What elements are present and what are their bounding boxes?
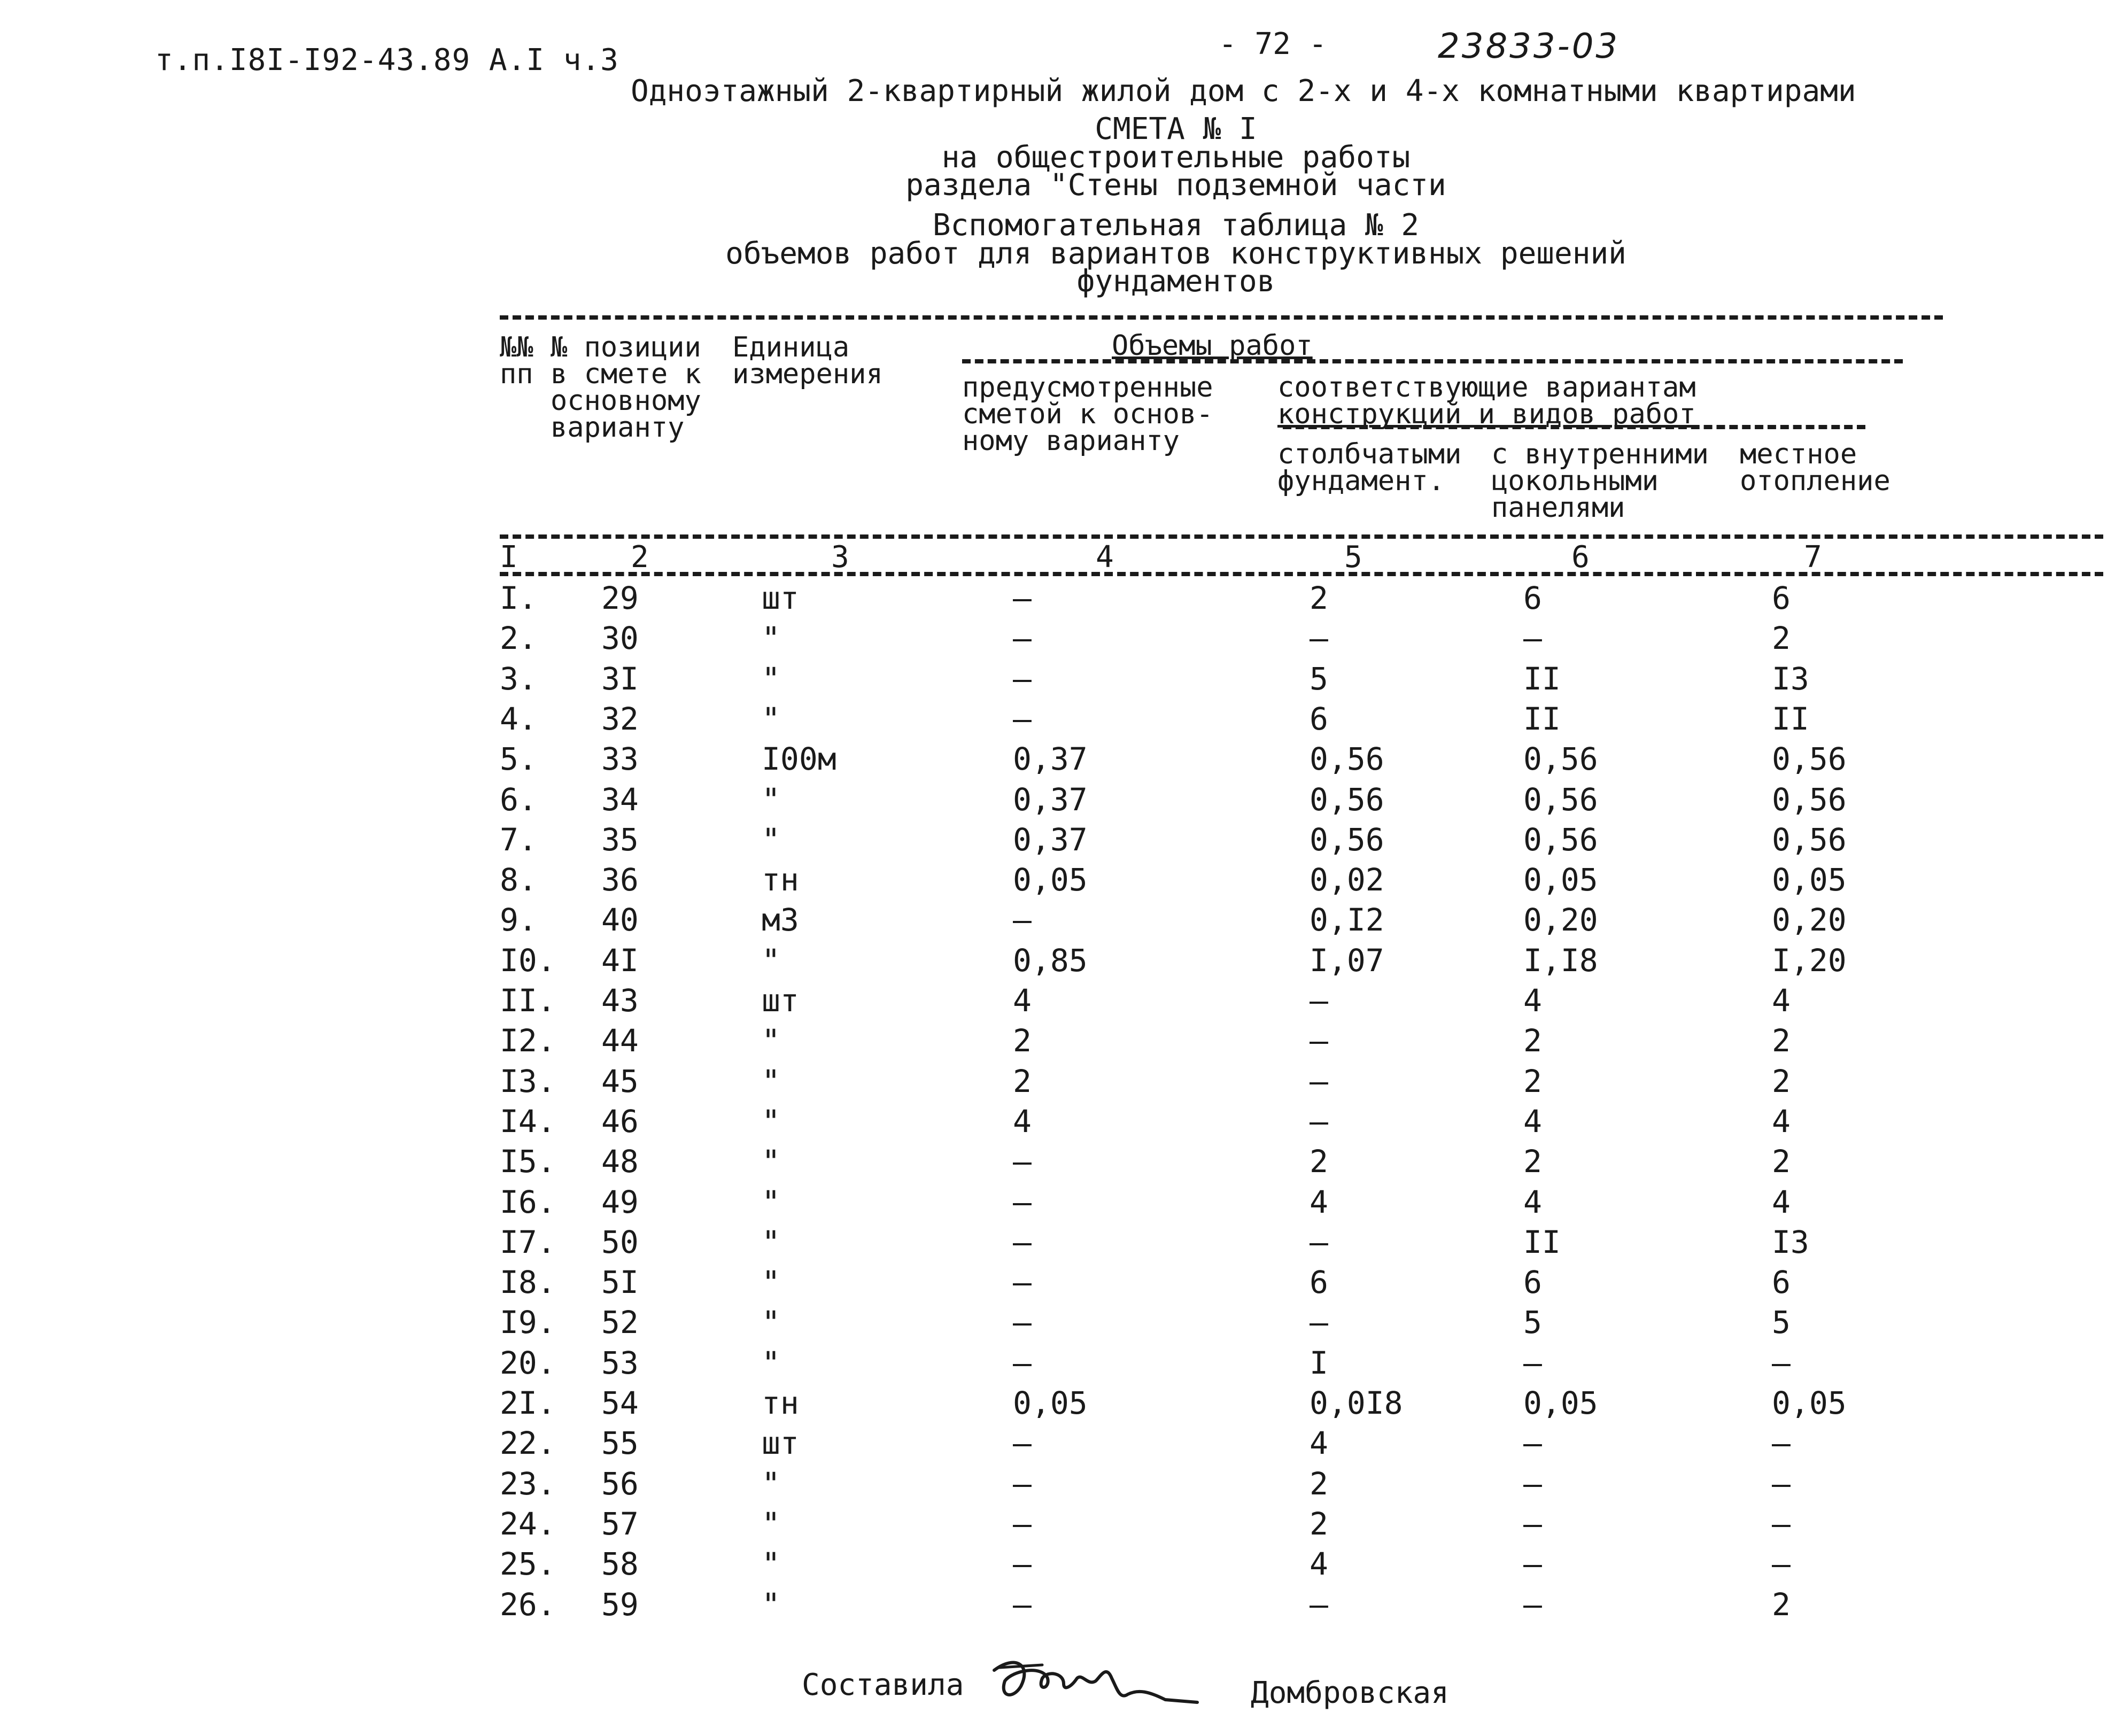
table-row	[0, 1304, 2115, 1345]
header-row-number: №№ пп	[500, 331, 533, 390]
cell-position: 36	[601, 862, 639, 898]
cell-unit: "	[762, 660, 780, 697]
header-unit: Единица измерения	[732, 331, 883, 390]
cell-base-variant: –	[1013, 1304, 1032, 1341]
cell-position: 46	[601, 1103, 639, 1140]
cell-position: 50	[601, 1223, 639, 1260]
cell-unit: "	[762, 1465, 780, 1502]
cell-inner-panels: 4	[1523, 982, 1542, 1019]
cell-position: 56	[601, 1465, 639, 1502]
cell-base-variant: –	[1013, 700, 1032, 737]
table-row	[0, 1425, 2115, 1466]
cell-inner-panels: 0,56	[1523, 781, 1598, 818]
cell-column-foundations: 6	[1310, 1264, 1328, 1301]
cell-column-foundations: 4	[1310, 1546, 1328, 1583]
cell-inner-panels: I,I8	[1523, 942, 1598, 979]
column-number-4: 4	[1096, 540, 1114, 575]
cell-row-number: I.	[500, 580, 537, 616]
header-inner-panels: с внутренними цокольными панелями	[1491, 438, 1709, 524]
compiled-by-label: Составила	[802, 1668, 964, 1702]
cell-base-variant: 0,37	[1013, 821, 1088, 858]
table-row	[0, 982, 2115, 1023]
cell-local-heating: 0,56	[1772, 781, 1847, 818]
cell-row-number: II.	[500, 982, 556, 1019]
cell-column-foundations: 0,56	[1310, 781, 1384, 818]
cell-unit: "	[762, 1183, 780, 1220]
cell-unit: "	[762, 1022, 780, 1059]
cell-column-foundations: 5	[1310, 660, 1328, 697]
signature	[983, 1649, 1208, 1713]
cell-local-heating: I,20	[1772, 942, 1847, 979]
table-row	[0, 741, 2115, 781]
cell-base-variant: –	[1013, 902, 1032, 939]
cell-column-foundations: –	[1310, 1022, 1328, 1059]
cell-unit: шт	[762, 580, 799, 616]
table-row	[0, 1103, 2115, 1144]
cell-base-variant: 2	[1013, 1022, 1032, 1059]
header-position: № позиции в смете к основному варианту	[551, 331, 701, 444]
cell-unit: тн	[762, 862, 799, 898]
cell-base-variant: –	[1013, 1183, 1032, 1220]
estimate-title: СМЕТА № I	[1095, 112, 1257, 146]
cell-base-variant: 4	[1013, 982, 1032, 1019]
cell-position: 53	[601, 1344, 639, 1381]
header-bottom-rule	[500, 534, 2103, 539]
cell-local-heating: –	[1772, 1344, 1791, 1381]
cell-row-number: I5.	[500, 1143, 556, 1180]
cell-inner-panels: –	[1523, 1586, 1542, 1623]
cell-column-foundations: 2	[1310, 1143, 1328, 1180]
cell-local-heating: 6	[1772, 580, 1791, 616]
cell-inner-panels: –	[1523, 1505, 1542, 1542]
cell-local-heating: 6	[1772, 1264, 1791, 1301]
cell-row-number: 7.	[500, 821, 537, 858]
table-row	[0, 701, 2115, 741]
cell-base-variant: 0,05	[1013, 862, 1088, 898]
cell-unit: шт	[762, 1425, 799, 1462]
cell-local-heating: 2	[1772, 1143, 1791, 1180]
cell-row-number: I9.	[500, 1304, 556, 1341]
cell-column-foundations: –	[1310, 1063, 1328, 1099]
table-row	[0, 1022, 2115, 1063]
column-number-7: 7	[1804, 540, 1822, 575]
cell-column-foundations: 6	[1310, 700, 1328, 737]
cell-unit: шт	[762, 982, 799, 1019]
cell-unit: "	[762, 942, 780, 979]
table-row	[0, 661, 2115, 701]
cell-inner-panels: 0,05	[1523, 1385, 1598, 1421]
cell-base-variant: –	[1013, 1465, 1032, 1502]
cell-inner-panels: 2	[1523, 1022, 1542, 1059]
cell-local-heating: 4	[1772, 982, 1791, 1019]
cell-base-variant: –	[1013, 1546, 1032, 1583]
cell-inner-panels: –	[1523, 1425, 1542, 1462]
cell-local-heating: 0,20	[1772, 902, 1847, 939]
cell-local-heating: 2	[1772, 1022, 1791, 1059]
cell-unit: м3	[762, 902, 799, 939]
page-number: - 72 -	[1219, 27, 1327, 61]
cell-position: 57	[601, 1505, 639, 1542]
cell-row-number: 9.	[500, 902, 537, 939]
cell-unit: "	[762, 1103, 780, 1140]
cell-row-number: I7.	[500, 1223, 556, 1260]
cell-inner-panels: 4	[1523, 1103, 1542, 1140]
table-row	[0, 942, 2115, 983]
table-row	[0, 1385, 2115, 1425]
column-number-3: 3	[831, 540, 849, 575]
cell-local-heating: 4	[1772, 1183, 1791, 1220]
cell-inner-panels: 0,05	[1523, 862, 1598, 898]
header-variants-group: соответствующие вариантам конструкций и видов работ	[1277, 371, 1696, 430]
cell-inner-panels: 2	[1523, 1143, 1542, 1180]
cell-column-foundations: 0,I2	[1310, 902, 1384, 939]
cell-inner-panels: 6	[1523, 1264, 1542, 1301]
cell-inner-panels: 0,56	[1523, 741, 1598, 778]
column-number-1: I	[500, 540, 518, 575]
cell-base-variant: 0,37	[1013, 741, 1088, 778]
cell-row-number: 6.	[500, 781, 537, 818]
cell-base-variant: 0,05	[1013, 1385, 1088, 1421]
cell-row-number: 8.	[500, 862, 537, 898]
table-row	[0, 781, 2115, 822]
table-row	[0, 1506, 2115, 1546]
cell-position: 5I	[601, 1264, 639, 1301]
cell-base-variant: –	[1013, 620, 1032, 657]
section-title: раздела "Стены подземной части	[905, 168, 1446, 203]
group-rule	[962, 359, 1903, 363]
cell-column-foundations: 2	[1310, 1505, 1328, 1542]
cell-row-number: 25.	[500, 1546, 556, 1583]
cell-local-heating: 4	[1772, 1103, 1791, 1140]
table-row	[0, 580, 2115, 621]
cell-position: 40	[601, 902, 639, 939]
cell-base-variant: 0,37	[1013, 781, 1088, 818]
cell-base-variant: –	[1013, 1425, 1032, 1462]
cell-local-heating: –	[1772, 1425, 1791, 1462]
cell-column-foundations: 4	[1310, 1183, 1328, 1220]
cell-column-foundations: I	[1310, 1344, 1328, 1381]
cell-inner-panels: 6	[1523, 580, 1542, 616]
cell-row-number: I0.	[500, 942, 556, 979]
cell-row-number: 2I.	[500, 1385, 556, 1421]
cell-row-number: 26.	[500, 1586, 556, 1623]
cell-inner-panels: 0,56	[1523, 821, 1598, 858]
cell-row-number: 4.	[500, 700, 537, 737]
header-base-variant: предусмотренные сметой к основ- ному варианту	[962, 371, 1213, 457]
cell-position: 34	[601, 781, 639, 818]
cell-base-variant: –	[1013, 1264, 1032, 1301]
table-row	[0, 1224, 2115, 1265]
cell-base-variant: –	[1013, 660, 1032, 697]
header-work-volumes: Объемы работ	[1112, 330, 1313, 362]
cell-position: 35	[601, 821, 639, 858]
table-row	[0, 1143, 2115, 1184]
document-title: Одноэтажный 2-квартирный жилой дом с 2-х и 4-х комнатными квартирами	[631, 74, 1856, 108]
cell-unit: "	[762, 1264, 780, 1301]
cell-position: 55	[601, 1425, 639, 1462]
cell-position: 52	[601, 1304, 639, 1341]
table-row	[0, 902, 2115, 942]
cell-unit: тн	[762, 1385, 799, 1421]
cell-unit: "	[762, 1063, 780, 1099]
cell-base-variant: –	[1013, 580, 1032, 616]
cell-column-foundations: –	[1310, 1304, 1328, 1341]
cell-local-heating: 2	[1772, 620, 1791, 657]
cell-unit: "	[762, 821, 780, 858]
column-numbers-rule	[500, 572, 2103, 576]
cell-column-foundations: –	[1310, 1103, 1328, 1140]
cell-row-number: I3.	[500, 1063, 556, 1099]
cell-base-variant: 2	[1013, 1063, 1032, 1099]
cell-row-number: 22.	[500, 1425, 556, 1462]
column-number-2: 2	[631, 540, 649, 575]
cell-unit: "	[762, 1304, 780, 1341]
cell-unit: "	[762, 1344, 780, 1381]
cell-row-number: 2.	[500, 620, 537, 657]
cell-base-variant: –	[1013, 1586, 1032, 1623]
table-title: Вспомогательная таблица № 2	[932, 208, 1420, 243]
cell-local-heating: –	[1772, 1505, 1791, 1542]
cell-inner-panels: II	[1523, 700, 1561, 737]
cell-column-foundations: 2	[1310, 580, 1328, 616]
table-row	[0, 1184, 2115, 1224]
cell-local-heating: II	[1772, 700, 1809, 737]
table-row	[0, 862, 2115, 902]
cell-column-foundations: 0,56	[1310, 741, 1384, 778]
cell-column-foundations: –	[1310, 1586, 1328, 1623]
cell-position: 3I	[601, 660, 639, 697]
cell-base-variant: –	[1013, 1505, 1032, 1542]
cell-row-number: I6.	[500, 1183, 556, 1220]
cell-row-number: 3.	[500, 660, 537, 697]
cell-position: 4I	[601, 942, 639, 979]
column-number-5: 5	[1344, 540, 1362, 575]
cell-inner-panels: –	[1523, 1344, 1542, 1381]
cell-local-heating: 5	[1772, 1304, 1791, 1341]
cell-position: 29	[601, 580, 639, 616]
cell-position: 32	[601, 700, 639, 737]
cell-unit: "	[762, 1143, 780, 1180]
cell-inner-panels: –	[1523, 1546, 1542, 1583]
cell-local-heating: 2	[1772, 1586, 1791, 1623]
cell-position: 58	[601, 1546, 639, 1583]
cell-unit: "	[762, 620, 780, 657]
compiler-name: Домбровская	[1251, 1676, 1449, 1710]
table-row	[0, 1264, 2115, 1305]
cell-inner-panels: 2	[1523, 1063, 1542, 1099]
cell-unit: "	[762, 1586, 780, 1623]
cell-inner-panels: 0,20	[1523, 902, 1598, 939]
table-subtitle-2: фундаментов	[1076, 264, 1275, 299]
table-subtitle: объемов работ для вариантов конструктивных решений	[725, 236, 1626, 271]
table-top-rule	[500, 315, 1943, 320]
cell-position: 45	[601, 1063, 639, 1099]
cell-base-variant: –	[1013, 1344, 1032, 1381]
cell-row-number: 24.	[500, 1505, 556, 1542]
cell-row-number: 20.	[500, 1344, 556, 1381]
cell-inner-panels: 4	[1523, 1183, 1542, 1220]
table-row	[0, 1063, 2115, 1104]
cell-inner-panels: –	[1523, 620, 1542, 657]
cell-row-number: 23.	[500, 1465, 556, 1502]
cell-position: 54	[601, 1385, 639, 1421]
cell-column-foundations: –	[1310, 982, 1328, 1019]
table-row	[0, 821, 2115, 862]
cell-inner-panels: II	[1523, 1223, 1561, 1260]
cell-local-heating: 0,56	[1772, 741, 1847, 778]
cell-inner-panels: II	[1523, 660, 1561, 697]
cell-row-number: I4.	[500, 1103, 556, 1140]
cell-position: 49	[601, 1183, 639, 1220]
cell-base-variant: 0,85	[1013, 942, 1088, 979]
cell-local-heating: I3	[1772, 1223, 1809, 1260]
cell-position: 43	[601, 982, 639, 1019]
cell-unit: "	[762, 1223, 780, 1260]
cell-column-foundations: 0,02	[1310, 862, 1384, 898]
cell-column-foundations: 0,56	[1310, 821, 1384, 858]
table-row	[0, 1466, 2115, 1506]
cell-position: 30	[601, 620, 639, 657]
cell-local-heating: –	[1772, 1465, 1791, 1502]
cell-unit: "	[762, 1546, 780, 1583]
cell-position: 59	[601, 1586, 639, 1623]
cell-column-foundations: –	[1310, 1223, 1328, 1260]
cell-column-foundations: 4	[1310, 1425, 1328, 1462]
cell-column-foundations: I,07	[1310, 942, 1384, 979]
table-row	[0, 1546, 2115, 1586]
cell-unit: I00м	[762, 741, 836, 778]
cell-local-heating: 0,05	[1772, 862, 1847, 898]
header-column-foundations: столбчатыми фундамент.	[1277, 438, 1462, 497]
cell-local-heating: 2	[1772, 1063, 1791, 1099]
estimate-subtitle: на общестроительные работы	[941, 140, 1411, 175]
cell-base-variant: –	[1013, 1223, 1032, 1260]
table-row	[0, 620, 2115, 661]
cell-position: 44	[601, 1022, 639, 1059]
header-local-heating: местное отопление	[1740, 438, 1891, 497]
cell-position: 48	[601, 1143, 639, 1180]
cell-column-foundations: 0,0I8	[1310, 1385, 1403, 1421]
document-code: т.п.I8I-I92-43.89 А.I ч.3	[155, 43, 619, 78]
cell-base-variant: –	[1013, 1143, 1032, 1180]
cell-local-heating: 0,05	[1772, 1385, 1847, 1421]
cell-unit: "	[762, 700, 780, 737]
cell-local-heating: 0,56	[1772, 821, 1847, 858]
cell-column-foundations: –	[1310, 620, 1328, 657]
cell-inner-panels: –	[1523, 1465, 1542, 1502]
column-number-6: 6	[1571, 540, 1590, 575]
cell-row-number: 5.	[500, 741, 537, 778]
cell-unit: "	[762, 1505, 780, 1542]
cell-local-heating: –	[1772, 1546, 1791, 1583]
cell-position: 33	[601, 741, 639, 778]
cell-row-number: I2.	[500, 1022, 556, 1059]
cell-column-foundations: 2	[1310, 1465, 1328, 1502]
table-row	[0, 1345, 2115, 1385]
cell-unit: "	[762, 781, 780, 818]
handwritten-number: 23833-03	[1438, 27, 1620, 66]
variants-group-underlined: конструкций и видов работ	[1277, 398, 1696, 430]
cell-inner-panels: 5	[1523, 1304, 1542, 1341]
table-row	[0, 1586, 2115, 1627]
cell-row-number: I8.	[500, 1264, 556, 1301]
cell-base-variant: 4	[1013, 1103, 1032, 1140]
cell-local-heating: I3	[1772, 660, 1809, 697]
